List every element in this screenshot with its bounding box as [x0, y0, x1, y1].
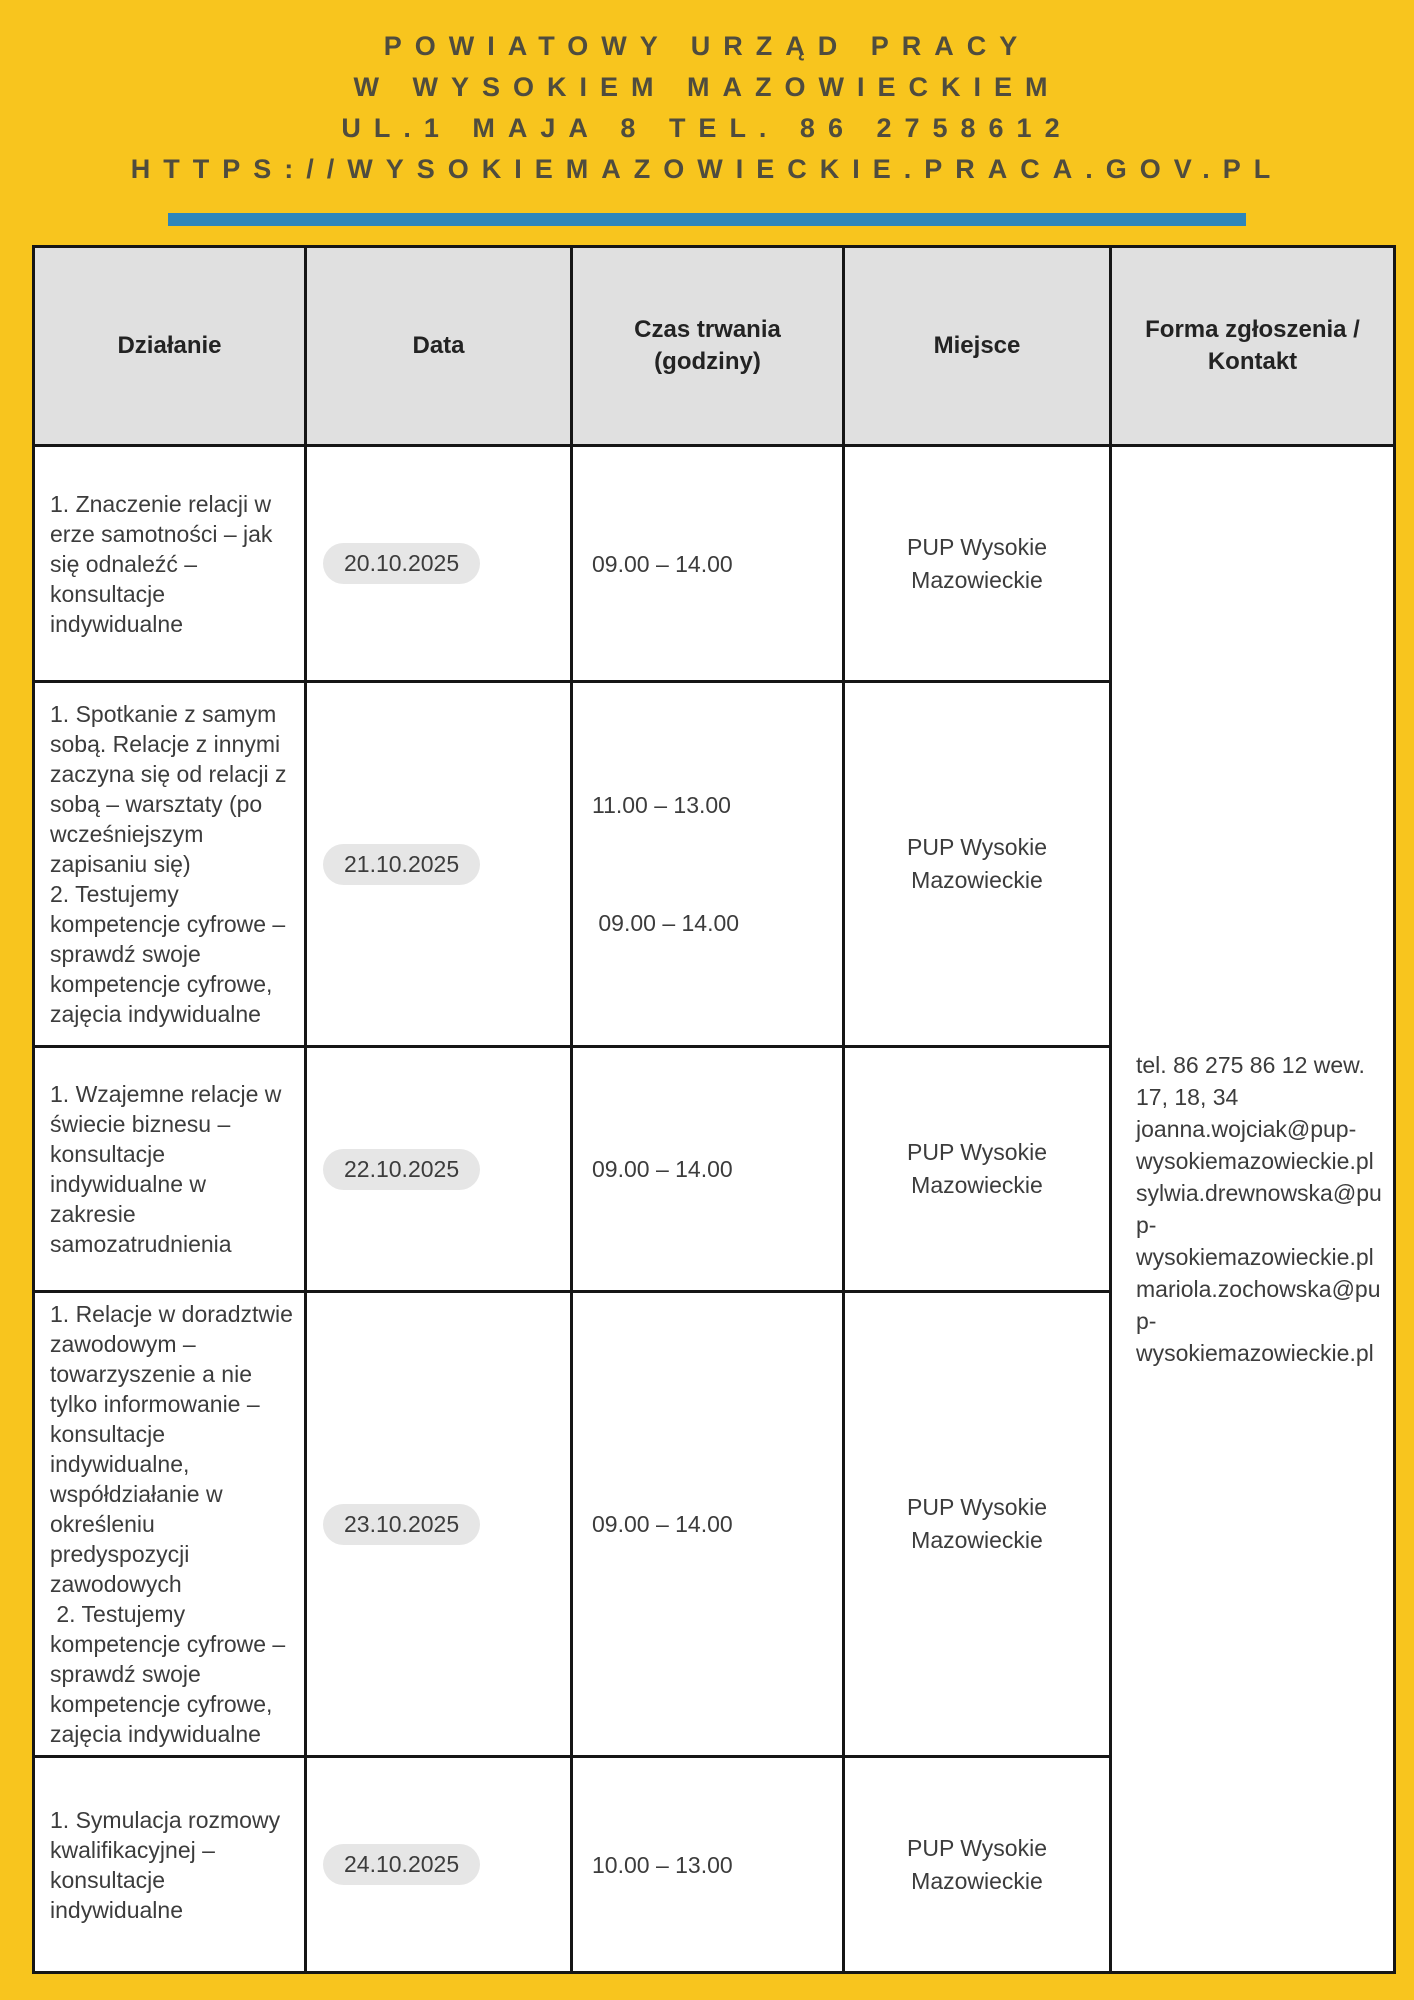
time-cell	[572, 1047, 844, 1292]
date-pill: 23.10.2025	[323, 1504, 480, 1545]
header-line-website-url: HTTPS://WYSOKIEMAZOWIECKIE.PRACA.GOV.PL	[130, 154, 1284, 184]
time-value: 09.00 – 14.00	[592, 1511, 733, 1537]
contact-email-2: sylwia.drewnowska@pup-wysokiemazowieckie.pl	[1136, 1180, 1382, 1270]
contact-email-3: mariola.zochowska@pup-wysokiemazowieckie.pl	[1136, 1276, 1381, 1366]
activity-text: 2. Testujemy kompetencje cyfrowe – sprawdź swoje kompetencje cyfrowe, zajęcia indywidualne	[50, 881, 292, 1027]
time-value: 11.00 – 13.00	[592, 792, 731, 818]
activity-cell	[34, 1757, 306, 1973]
column-header-dzialanie: Działanie	[34, 247, 306, 446]
column-header-czas-trwania: Czas trwania (godziny)	[572, 247, 844, 446]
activity-text: 1. Symulacja rozmowy kwalifikacyjnej – konsultacje indywidualne	[50, 1806, 287, 1923]
time-value: 09.00 – 14.00	[592, 1156, 733, 1182]
activity-text: 1. Spotkanie z samym sobą. Relacje z innymi zaczyna się od relacji z sobą – warsztaty (po wcześniejszym zapisaniu się)	[50, 701, 293, 877]
place-cell: PUP Wysokie Mazowieckie	[844, 1047, 1111, 1292]
activity-text: 2. Testujemy kompetencje cyfrowe – sprawdź swoje kompetencje cyfrowe, zajęcia indywidualne	[50, 1601, 292, 1747]
date-pill: 21.10.2025	[323, 844, 480, 885]
date-cell	[306, 682, 572, 1047]
activity-text: 1. Wzajemne relacje w świecie biznesu – konsultacje indywidualne w zakresie samozatrudnienia	[50, 1081, 288, 1257]
time-cell	[572, 446, 844, 682]
date-pill: 22.10.2025	[323, 1149, 480, 1190]
place-cell: PUP Wysokie Mazowieckie	[844, 682, 1111, 1047]
activity-text: 1. Relacje w doradztwie zawodowym – towarzyszenie a nie tylko informowanie – konsultacje indywidualne, współdziałanie w określeniu predyspozycji zawodowych	[50, 1301, 300, 1597]
place-cell: PUP Wysokie Mazowieckie	[844, 1292, 1111, 1757]
time-cell	[572, 682, 844, 1047]
date-cell	[306, 1757, 572, 1973]
table-header-row	[34, 247, 1395, 446]
time-cell	[572, 1292, 844, 1757]
contact-phone: tel. 86 275 86 12 wew. 17, 18, 34	[1136, 1052, 1365, 1110]
date-cell	[306, 1047, 572, 1292]
activity-cell	[34, 1047, 306, 1292]
page-header	[0, 26, 1414, 190]
date-cell	[306, 446, 572, 682]
schedule-table	[32, 245, 1396, 1974]
header-line-address-phone: UL.1 MAJA 8 TEL. 86 2758612	[341, 113, 1073, 143]
activity-cell	[34, 1292, 306, 1757]
date-cell	[306, 1292, 572, 1757]
activity-text: 1. Znaczenie relacji w erze samotności – jak się odnaleźć – konsultacje indywidualne	[50, 490, 279, 637]
place-cell: PUP Wysokie Mazowieckie	[844, 1757, 1111, 1973]
contact-cell	[1111, 446, 1395, 1973]
place-cell: PUP Wysokie Mazowieckie	[844, 446, 1111, 682]
time-value: 10.00 – 13.00	[592, 1851, 733, 1878]
divider-line	[168, 213, 1246, 226]
date-pill: 24.10.2025	[323, 1844, 480, 1885]
time-value: 09.00 – 14.00	[592, 910, 740, 936]
column-header-forma-zgloszenia: Forma zgłoszenia / Kontakt	[1111, 247, 1395, 446]
date-pill: 20.10.2025	[323, 543, 480, 584]
time-value: 09.00 – 14.00	[592, 550, 733, 577]
table-row	[34, 446, 1395, 682]
activity-cell	[34, 682, 306, 1047]
header-line-org-name: POWIATOWY URZĄD PRACY	[383, 31, 1031, 61]
time-cell	[572, 1757, 844, 1973]
column-header-data: Data	[306, 247, 572, 446]
column-header-miejsce: Miejsce	[844, 247, 1111, 446]
header-line-org-city: W WYSOKIEM MAZOWIECKIEM	[353, 72, 1061, 102]
activity-cell	[34, 446, 306, 682]
contact-email-1: joanna.wojciak@pup-wysokiemazowieckie.pl	[1136, 1116, 1374, 1174]
